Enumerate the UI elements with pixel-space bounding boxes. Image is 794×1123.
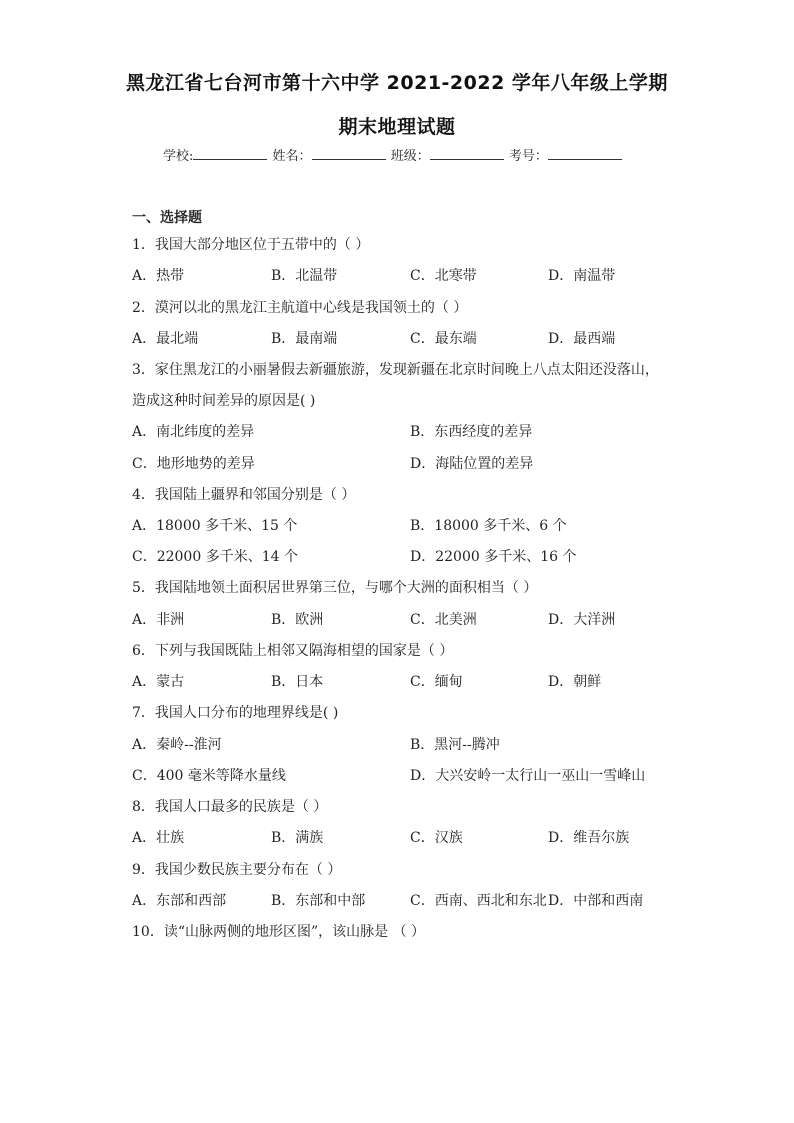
q8-option-b: B．满族 <box>271 830 324 846</box>
q7-option-b: B．黑河--腾冲 <box>410 737 500 753</box>
document-title-line-1: 黑龙江省七台河市第十六中学 2021-2022 学年八年级上学期 <box>126 72 668 94</box>
q7-option-d: D．大兴安岭一太行山一巫山一雪峰山 <box>410 768 646 784</box>
question-8: 8．我国人口最多的民族是（ ） <box>132 799 328 815</box>
q2-option-c: C．最东端 <box>410 331 477 347</box>
q8-option-a: A．壮族 <box>132 830 185 846</box>
q3-option-d: D．海陆位置的差异 <box>410 456 534 472</box>
class-blank[interactable] <box>430 147 504 160</box>
question-5: 5．我国陆地领土面积居世界第三位，与哪个大洲的面积相当（ ） <box>132 580 538 596</box>
question-9: 9．我国少数民族主要分布在（ ） <box>132 862 342 878</box>
q9-option-d: D．中部和西南 <box>548 893 644 909</box>
class-label: 班级： <box>390 149 430 164</box>
question-4: 4．我国陆上疆界和邻国分别是（ ） <box>132 487 356 503</box>
q3-option-a: A．南北纬度的差异 <box>132 424 255 440</box>
section-title: 一、选择题 <box>132 210 202 226</box>
name-blank[interactable] <box>312 147 386 160</box>
q1-option-d: D．南温带 <box>548 268 616 284</box>
q4-option-c: C．22000 多千米、14 个 <box>132 549 298 565</box>
q4-option-b: B．18000 多千米、6 个 <box>410 518 567 534</box>
q5-option-a: A．非洲 <box>132 612 185 628</box>
question-3: 3．家住黑龙江的小丽暑假去新疆旅游，发现新疆在北京时间晚上八点太阳还没落山， <box>132 362 659 378</box>
q6-option-b: B．日本 <box>271 674 324 690</box>
school-label: 学校: <box>163 149 194 164</box>
q3-option-b: B．东西经度的差异 <box>410 424 533 440</box>
q8-option-d: D．维吾尔族 <box>548 830 630 846</box>
q4-option-a: A．18000 多千米、15 个 <box>132 518 298 534</box>
question-6: 6．下列与我国既陆上相邻又隔海相望的国家是（ ） <box>132 643 454 659</box>
q4-option-d: D．22000 多千米、16 个 <box>410 549 577 565</box>
exam-number-blank[interactable] <box>548 147 622 160</box>
exam-number-label: 考号： <box>508 149 548 164</box>
q1-option-b: B．北温带 <box>271 268 338 284</box>
q3-option-c: C．地形地势的差异 <box>132 456 255 472</box>
question-1: 1．我国大部分地区位于五带中的（ ） <box>132 237 370 253</box>
q8-option-c: C．汉族 <box>410 830 463 846</box>
name-label: 姓名： <box>272 149 312 164</box>
q2-option-a: A．最北端 <box>132 331 199 347</box>
question-10: 10．读“山脉两侧的地形区图”，该山脉是 （ ） <box>132 924 426 940</box>
question-3-continued: 造成这种时间差异的原因是( ) <box>132 393 316 409</box>
q9-option-c: C．西南、西北和东北 <box>410 893 547 909</box>
q1-option-a: A．热带 <box>132 268 185 284</box>
q9-option-b: B．东部和中部 <box>271 893 366 909</box>
q9-option-a: A．东部和西部 <box>132 893 227 909</box>
document-title-line-2: 期末地理试题 <box>338 116 456 138</box>
student-info-fields <box>163 145 623 164</box>
q5-option-d: D．大洋洲 <box>548 612 616 628</box>
q5-option-b: B．欧洲 <box>271 612 324 628</box>
question-2: 2．漠河以北的黑龙江主航道中心线是我国领土的（ ） <box>132 300 468 316</box>
question-7: 7．我国人口分布的地理界线是( ) <box>132 705 339 721</box>
q7-option-a: A．秦岭--淮河 <box>132 737 222 753</box>
school-blank[interactable] <box>193 147 267 160</box>
q6-option-a: A．蒙古 <box>132 674 185 690</box>
q6-option-c: C．缅甸 <box>410 674 463 690</box>
q2-option-d: D．最西端 <box>548 331 616 347</box>
q1-option-c: C．北寒带 <box>410 268 477 284</box>
q5-option-c: C．北美洲 <box>410 612 477 628</box>
q7-option-c: C．400 毫米等降水量线 <box>132 768 286 784</box>
q2-option-b: B．最南端 <box>271 331 338 347</box>
q6-option-d: D．朝鲜 <box>548 674 602 690</box>
